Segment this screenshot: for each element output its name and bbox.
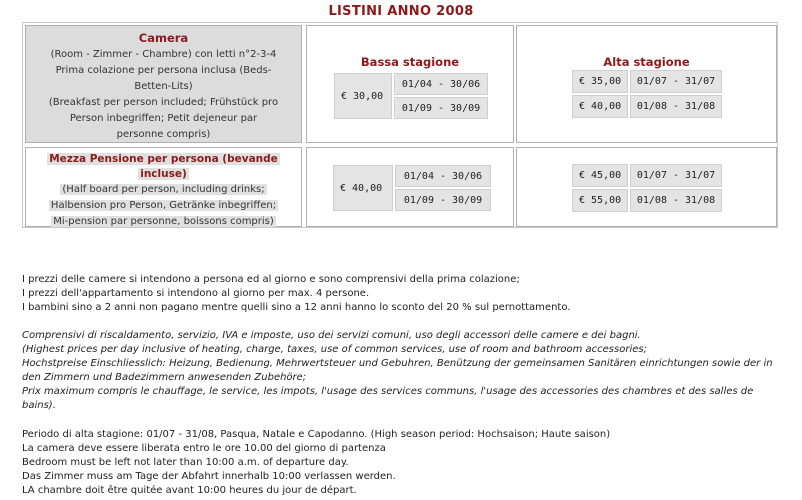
room-title: Camera: [138, 31, 189, 45]
room-low-season-cell: [306, 25, 514, 143]
low-season-title: Bassa stagione: [360, 55, 460, 69]
halfboard-description: (Half board per person, including drinks; Halbension pro Person, Getränke inbegriffen; Mi-pension par personne, boissons compris): [50, 184, 277, 227]
room-high-period-1: 01/07 - 31/07: [630, 70, 722, 93]
room-description-cell: [25, 25, 302, 143]
room-low-period-1: 01/04 - 30/06: [394, 73, 488, 95]
halfboard-title: Mezza Pensione per persona (bevande incluse): [49, 153, 278, 180]
halfboard-low-price: € 40,00: [333, 165, 393, 211]
room-high-price-2: € 40,00: [572, 95, 628, 118]
halfboard-high-period-1: 01/07 - 31/07: [630, 164, 722, 187]
halfboard-high-price-2: € 55,00: [572, 189, 628, 212]
halfboard-high-season-cell: [516, 147, 777, 227]
room-high-price-1: € 35,00: [572, 70, 628, 93]
page-title: LISTINI ANNO 2008: [328, 4, 474, 19]
room-high-period-2: 01/08 - 31/08: [630, 95, 722, 118]
halfboard-low-period-1: 01/04 - 30/06: [395, 165, 491, 187]
halfboard-description-cell: [25, 147, 302, 227]
high-season-title: Alta stagione: [603, 55, 690, 69]
price-table: [22, 22, 778, 228]
room-low-price: € 30,00: [334, 73, 392, 119]
notes-checkout: Periodo di alta stagione: 01/07 - 31/08, Pasqua, Natale e Capodanno. (High season period: Hochsaison; Haute saison) La camera deve essere liberata entro le ore 10.00 del giorno di partenza Bedroom must be left not later than 10:00 a.m. of departure day. Das Zimmer muss am Tage der Abfahrt innerhalb 10:00 verlassen werden. LA chambre doit être quitée avant 10:00 heures du jour de départ.: [22, 429, 611, 496]
halfboard-high-period-2: 01/08 - 31/08: [630, 189, 722, 212]
halfboard-low-period-2: 01/09 - 30/09: [395, 189, 491, 211]
room-high-season-cell: [516, 25, 777, 143]
notes-inclusions: Comprensivi di riscaldamento, servizio, IVA e imposte, uso dei servizi comuni, uso degli accessori delle camere e dei bagni. (Highest prices per day inclusive of heating, charge, taxes, use of common services, use of room and bathroom accessories; Hochstpreise Einschliesslich: Heizung, Bedienung, Mehrwertsteuer und Gebuhren, Benützung der gemeinsamen Sanitären einrichtungen sowie der in den Zimmern und Badezimmern anwesenden Zubehöre; Prix maximum compris le chauffage, le service, les impots, l'usage des services communs, l'usage des accessories des chambres et des salles de bains).: [22, 330, 773, 411]
halfboard-high-price-1: € 45,00: [572, 164, 628, 187]
room-low-period-2: 01/09 - 30/09: [394, 97, 488, 119]
halfboard-low-season-cell: [306, 147, 514, 227]
notes-pricing: I prezzi delle camere si intendono a persona ed al giorno e sono comprensivi della prima colazione; I prezzi dell'appartamento si intendono al giorno per max. 4 persone. I bambini sino a 2 anni non pagano mentre quelli sino a 12 anni hanno lo sconto del 20 % sul pernottamento.: [22, 274, 571, 313]
room-description: (Room - Zimmer - Chambre) con letti n°2-3-4 Prima colazione per persona inclusa (Beds- Betten-Lits) (Breakfast per person included; Frühstück pro Person inbegriffen; Petit dejeneur par personne compris): [48, 49, 279, 140]
